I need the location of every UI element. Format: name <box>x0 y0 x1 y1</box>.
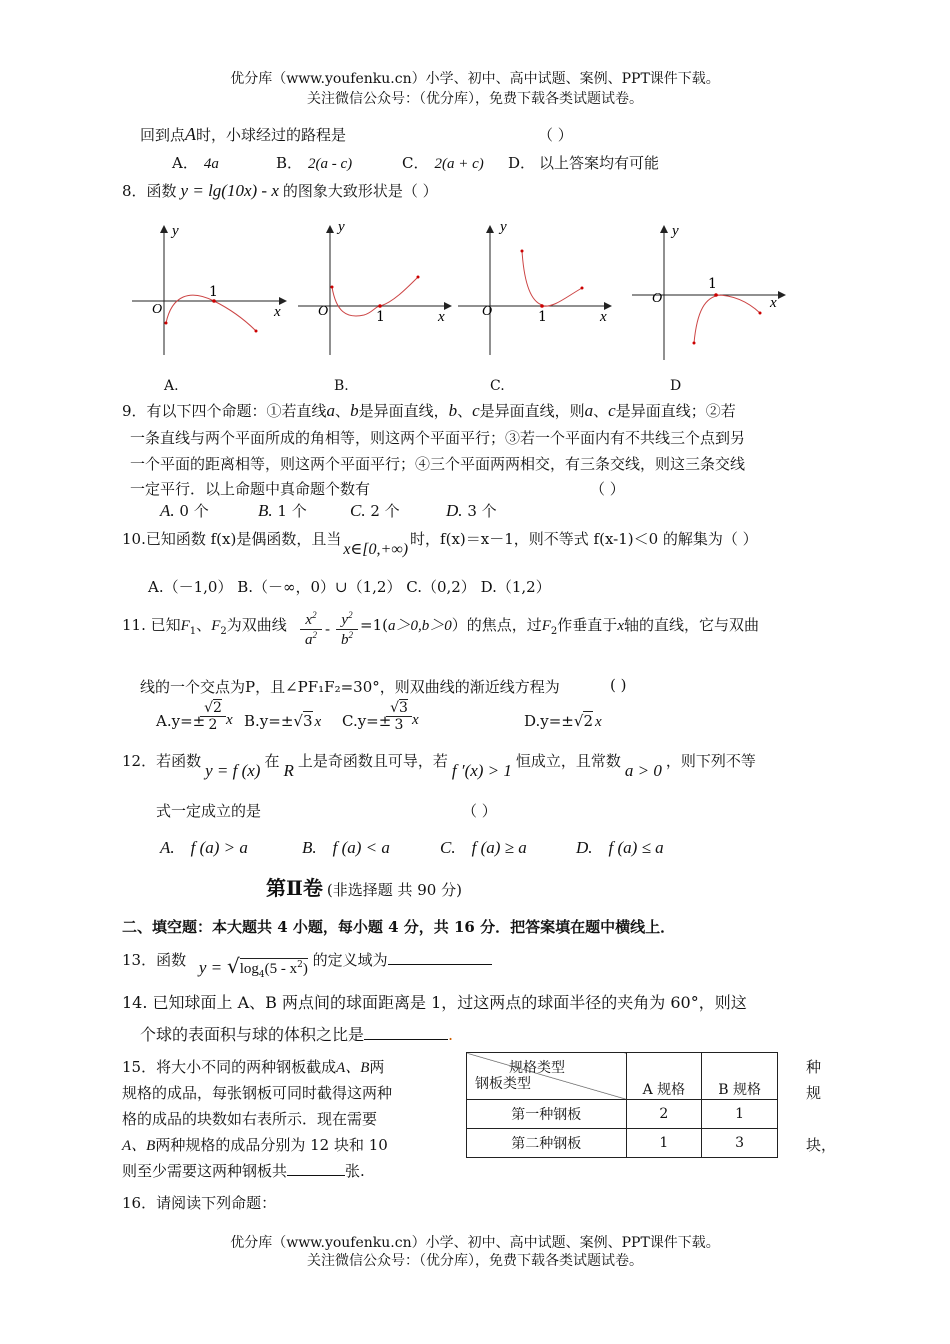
q14-line-1: 14. 已知球面上 A、B 两点间的球面距离是 1，过这两点的球面半径的夹角为 60°，则这 <box>122 993 747 1012</box>
q9-line-2: 一条直线与两个平面所成的角相等，则这两个平面平行；③若一个平面内有不共线三个点到另 <box>130 429 746 447</box>
q15-right-1: 种 <box>806 1058 822 1076</box>
q12-paren: （ ） <box>462 802 497 820</box>
q12-option-c: C. f (a) ≥ a <box>440 838 527 857</box>
q11-option-d: D.y=±√2 x <box>524 712 602 730</box>
q10-stem: 10.已知函数 f(x)是偶函数，且当x∈[0,+∞)时，f(x)＝x－1，则不等式 f(x-1)＜0 的解集为（ ） <box>122 530 758 558</box>
graph-b-y-label: y <box>338 219 345 235</box>
q14-line-2: 个球的表面积与球的体积之比是 . <box>140 1025 454 1044</box>
q11-option-a-x: x <box>226 712 233 728</box>
q12-line-2: 式一定成立的是 <box>156 802 262 820</box>
part2-title: 第Ⅱ卷 (非选择题 共 90 分) <box>266 876 462 900</box>
q15-line-2: 规格的成品，每张钢板可同时截得这两种 <box>122 1084 393 1102</box>
graph-b-origin: O <box>318 304 329 319</box>
header-line-1: 优分库（www.youfenku.cn）小学、初中、高中试题、案例、PPT课件下载。 <box>230 71 720 87</box>
table-row: 第一种钢板 2 1 <box>467 1100 778 1129</box>
q12-option-a: A. f (a) > a <box>160 838 248 857</box>
graph-b-one: 1 <box>376 309 385 325</box>
q8-choice-c: C. <box>490 378 505 394</box>
q7-option-a: A． 4a <box>172 154 219 172</box>
q9-line-1: 9．有以下四个命题：①若直线a、b是异面直线，b、c是异面直线，则a、c是异面直线；②若 <box>122 401 736 420</box>
graph-a-one: 1 <box>209 284 218 300</box>
q15-line-3: 格的成品的块数如右表所示．现在需要 <box>122 1110 378 1128</box>
q7-option-c: C． 2(a + c) <box>402 154 484 172</box>
graph-a-y-label: y <box>172 223 179 239</box>
graph-a-origin: O <box>152 302 163 317</box>
q13-stem: 13．函数 $y = √\log_4(5 - x^2)$ 的定义域为 <box>122 946 492 972</box>
graph-a-x-label: x <box>274 304 281 320</box>
graph-d-one: 1 <box>708 276 717 292</box>
q11-option-a-frac: √2 2 <box>200 700 226 733</box>
q11-option-a: A.y=± <box>156 712 206 730</box>
q9-line-4: 一定平行．以上命题中真命题个数有 <box>130 480 371 498</box>
graph-c <box>458 227 610 355</box>
q7-option-b: B． 2(a - c) <box>276 154 353 172</box>
q9-option-b: B. 1 个 <box>258 501 307 520</box>
q11-frac-y: $y^2$ $b^2$ <box>336 610 358 649</box>
q8-stem: 8．函数 y = lg(10x) - x 的图象大致形状是（ ） <box>122 181 438 200</box>
q12-option-b: B. f (a) < a <box>302 838 390 857</box>
q15-line-1: 15．将大小不同的两种钢板截成A、B两 <box>122 1058 385 1076</box>
footer-line-2: 关注微信公众号：（优分库），免费下载各类试题试卷。 <box>307 1253 643 1269</box>
q15-line-4: A、B两种规格的成品分别为 12 块和 10 <box>122 1136 388 1154</box>
q11-minus: - <box>325 620 331 638</box>
q11-option-b: B.y=±√3 x <box>244 712 322 730</box>
q11-stem: 11. 已知$F_1$、$F_2$为双曲线 <box>122 616 287 637</box>
q8-choice-d: D <box>670 378 682 394</box>
graph-d-origin: O <box>652 291 663 306</box>
q7-paren: （ ） <box>538 126 573 144</box>
q15-spec-table <box>466 1052 778 1158</box>
table-col-a: A 规格 <box>626 1053 702 1100</box>
q15-right-2: 规 <box>806 1084 822 1102</box>
q15-right-3: 块， <box>806 1136 837 1154</box>
graph-b <box>298 227 450 355</box>
q11-option-c: C.y=± <box>342 712 392 730</box>
q16-stem: 16．请阅读下列命题： <box>122 1194 277 1212</box>
q8-choice-b: B. <box>334 378 349 394</box>
q11-option-c-frac: √3 3 <box>386 700 412 733</box>
q9-paren: （ ） <box>590 480 625 498</box>
q9-option-a: A. 0 个 <box>160 501 209 520</box>
q15-answer-blank[interactable] <box>287 1161 345 1176</box>
q13-answer-blank[interactable] <box>388 950 492 965</box>
q9-line-3: 一个平面的距离相等，则这两个平面平行；④三个平面两两相交，有三条交线，则这三条交线 <box>130 455 746 473</box>
q11-paren: ( ) <box>610 676 627 694</box>
graph-c-origin: O <box>482 304 493 319</box>
q10-options: A.（－1,0） B.（－∞，0）∪（1,2） C.（0,2） D.（1,2） <box>148 578 551 596</box>
q7-stem: 回到点A时，小球经过的路程是 <box>140 124 347 144</box>
q12-stem: 12．若函数 y = f (x) 在 R 上是奇函数且可导，若 f ′(x) > 1 恒成立，且常数 a > 0 ，则下列不等 <box>122 752 756 780</box>
graph-d-y-label: y <box>672 223 679 239</box>
q11-stem-cont: =1(a＞0,b＞0）的焦点，过$F_2$作垂直于x轴的直线，它与双曲 <box>360 616 759 637</box>
q11-frac-x: $x^2$ $a^2$ <box>300 610 322 649</box>
q8-choice-a: A. <box>164 378 179 394</box>
q8-graphs <box>120 215 800 370</box>
table-row: 第二种钢板 1 3 <box>467 1129 778 1158</box>
table-col-b: B 规格 <box>702 1053 778 1100</box>
footer-line-1: 优分库（www.youfenku.cn）小学、初中、高中试题、案例、PPT课件下载。 <box>230 1235 720 1251</box>
table-corner-cell: 规格类型 钢板类型 <box>467 1053 627 1100</box>
graph-c-y-label: y <box>500 219 507 235</box>
header-line-2: 关注微信公众号：（优分库），免费下载各类试题试卷。 <box>307 91 643 107</box>
q12-option-d: D. f (a) ≤ a <box>576 838 664 857</box>
q15-line-5: 则至少需要这两种钢板共 张. <box>122 1162 365 1180</box>
q9-option-c: C. 2 个 <box>350 501 400 520</box>
graph-c-x-label: x <box>600 309 607 325</box>
graph-b-x-label: x <box>438 309 445 325</box>
q11-option-c-x: x <box>412 712 419 728</box>
q11-line-2: 线的一个交点为P，且∠PF₁F₂=30°，则双曲线的渐近线方程为 <box>140 678 560 696</box>
section2-heading: 二、填空题：本大题共 4 小题，每小题 4 分，共 16 分．把答案填在题中横线上． <box>122 918 676 936</box>
graph-c-one: 1 <box>538 309 547 325</box>
q7-option-d: D． 以上答案均有可能 <box>508 154 660 172</box>
q9-option-d: D. 3 个 <box>446 501 497 520</box>
q14-answer-blank[interactable] <box>364 1025 448 1040</box>
graph-d-x-label: x <box>770 295 777 311</box>
table-header-row <box>467 1053 778 1100</box>
